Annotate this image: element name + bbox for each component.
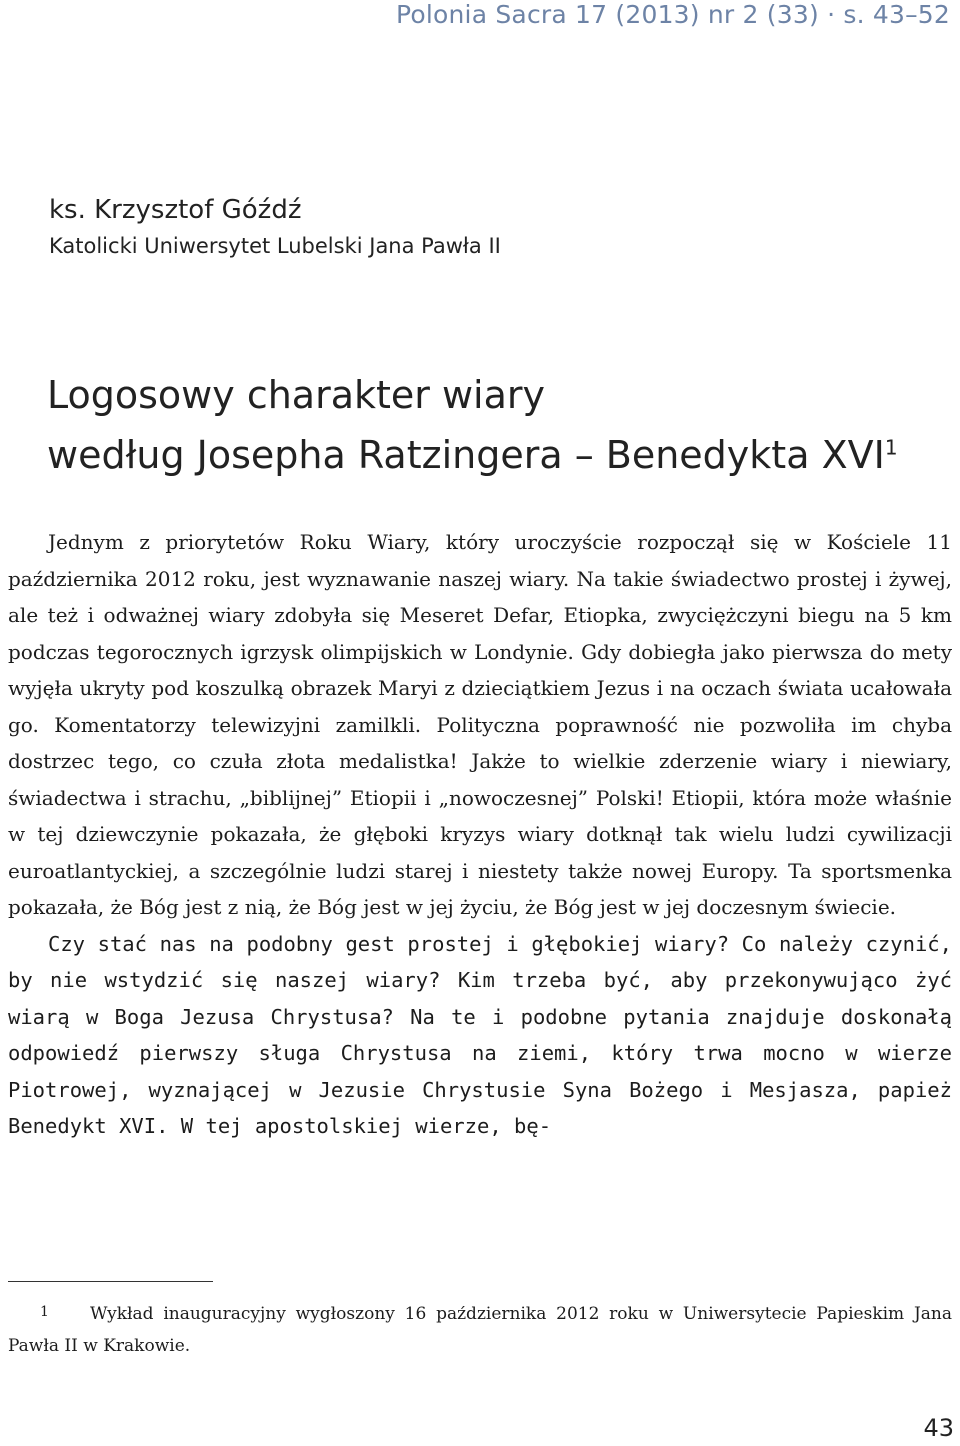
running-header: Polonia Sacra 17 (2013) nr 2 (33) · s. 43–52 [395,0,950,29]
author-name: ks. Krzysztof Góźdź [49,195,302,225]
title-line-2-text: według Josepha Ratzingera – Benedykta XVI [47,433,885,477]
body-paragraph-2: Czy stać nas na podobny gest prostej i głębokiej wiary? Co należy czynić, by nie wstydzić się naszej wiary? Kim trzeba być, aby przekonywująco żyć wiarą w Boga Jezusa Chrystusa? Na te i podobne pytania znajduje doskonałą odpowiedź pierwszy sługa Chrystusa na ziemi, który trwa mocno w wierze Piotrowej, wyznającej w Jezusie Chrystusie Syna Bożego i Mesjasza, papież Benedykt XVI. W tej apostolskiej wierze, bę- [8,931,952,1138]
title-footnote-marker[interactable]: 1 [884,435,898,460]
footnote-number: 1 [40,1304,49,1320]
title-line-2 [47,425,898,485]
article-body [8,524,952,1145]
footnote-separator [8,1281,213,1282]
footnote [8,1298,952,1362]
page-number: 43 [923,1414,954,1442]
author-affiliation: Katolicki Uniwersytet Lubelski Jana Pawła II [49,234,501,258]
author-block [49,190,501,262]
title-line-1: Logosowy charakter wiary [47,373,546,417]
footnote-text: Wykład inauguracyjny wygłoszony 16 października 2012 roku w Uniwersytecie Papieskim Jana Pawła II w Krakowie. [8,1304,952,1356]
article-title [47,365,898,485]
body-paragraph-1: Jednym z priorytetów Roku Wiary, który uroczyście rozpoczął się w Kościele 11 października 2012 roku, jest wyznawanie naszej wiary. Na takie świadectwo prostej i żywej, ale też i odważnej wiary zdobyła się Meseret Defar, Etiopka, zwyciężczyni biegu na 5 km podczas tegorocznych igrzysk olimpijskich w Londynie. Gdy dobiegła jako pierwsza do mety wyjęła ukryty pod koszulką obrazek Maryi z dzieciątkiem Jezus i na oczach świata ucałowała go. Komentatorzy telewizyjni zamilkli. Polityczna poprawność nie pozwoliła im chyba dostrzec tego, co czuła złota medalistka! Jakże to wielkie zderzenie wiary i niewiary, świadectwa i strachu, „biblijnej” Etiopii i „nowoczesnej” Polski! Etiopii, która może właśnie w tej dziewczynie pokazała, że głęboki kryzys wiary dotknął tak wielu ludzi cywilizacji euroatlantyckiej, a szczególnie ludzi starej i niestety także nowej Europy. Ta sportsmenka pokazała, że Bóg jest z nią, że Bóg jest w jej życiu, że Bóg jest w jej doczesnym świecie. [8,530,952,919]
